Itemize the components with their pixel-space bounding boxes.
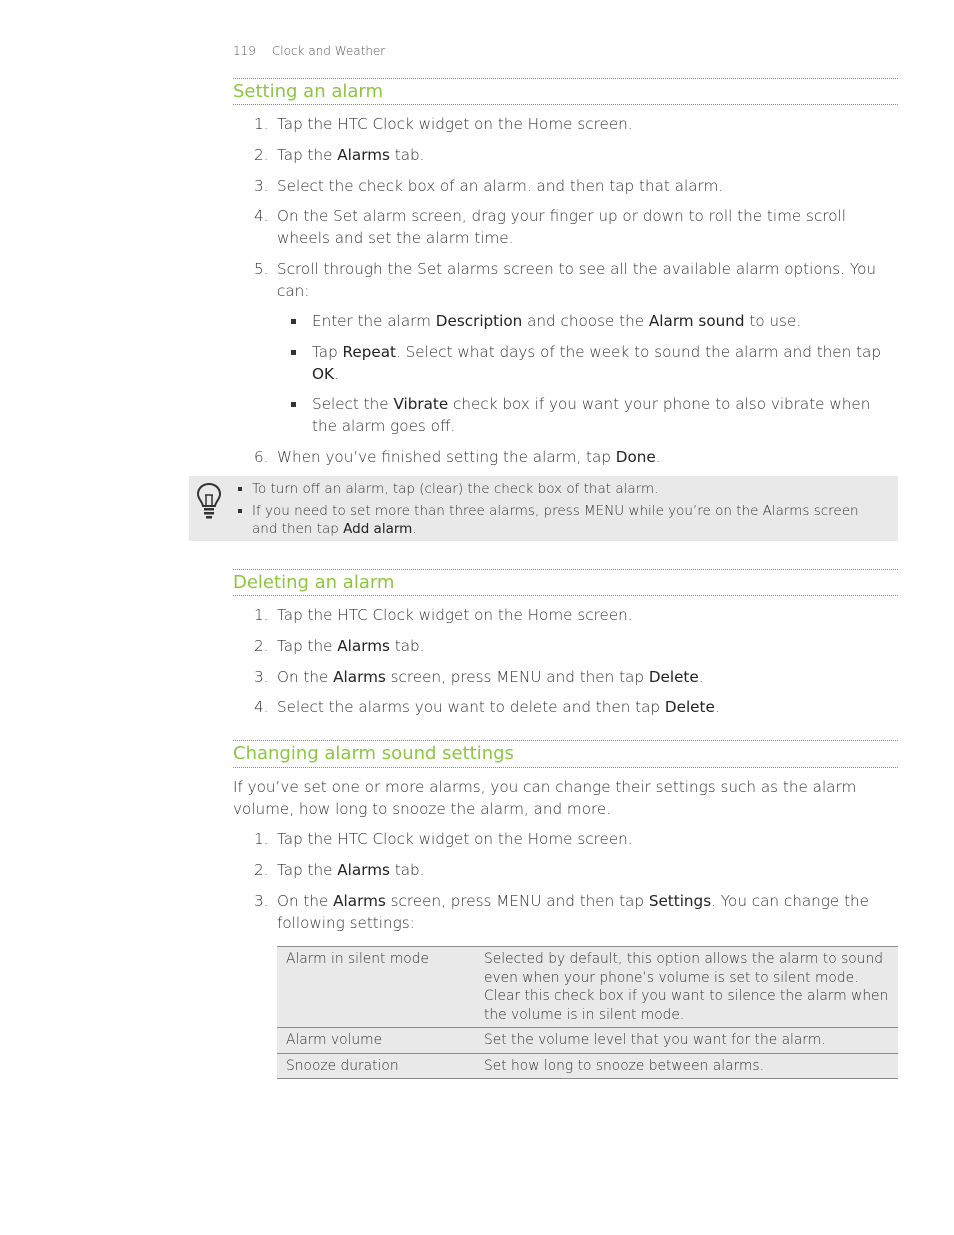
chapter-title: Clock and Weather (271, 44, 386, 58)
setting-description: Set the volume level that you want for the alarm. (475, 1028, 898, 1054)
section-title-changing-sound-settings: Changing alarm sound settings (233, 743, 514, 764)
list-item: 1. Tap the HTC Clock widget on the Home screen. (254, 606, 633, 624)
tip-item: To turn off an alarm, tap (clear) the check box of that alarm. (238, 480, 878, 498)
lightbulb-icon (195, 481, 223, 521)
section-rule-bottom (233, 595, 898, 596)
list-item: 1. Tap the HTC Clock widget on the Home screen. (254, 115, 633, 133)
running-header (233, 44, 385, 58)
setting-description: Selected by default, this option allows the alarm to sound even when your phone’s volume is set to silent mode. Clear this check box if you want to silence the alarm when the volume is in silent mode. (475, 947, 898, 1028)
list-item: 4. On the Set alarm screen, drag your finger up or down to roll the time scroll wheels and set the alarm time. (254, 207, 846, 247)
setting-name: Snooze duration (277, 1053, 475, 1079)
section-rule-top (233, 740, 898, 741)
list-item: 6. When you’ve finished setting the alarm, tap Done. (254, 448, 661, 466)
page-number: 119 (233, 44, 256, 58)
list-item: 3. On the Alarms screen, press MENU and then tap Delete. (254, 668, 704, 686)
list-item: 3. Select the check box of an alarm. and then tap that alarm. (254, 177, 724, 195)
list-item: 2. Tap the Alarms tab. (254, 861, 425, 879)
table-row (277, 1028, 898, 1054)
tip-item: If you need to set more than three alarms, press MENU while you’re on the Alarms screen and then tap Add alarm. (238, 502, 878, 538)
section-rule-bottom (233, 767, 898, 768)
section-title-setting-alarm: Setting an alarm (233, 81, 384, 102)
section-rule-top (233, 569, 898, 570)
settings-table (277, 946, 898, 1079)
setting-name: Alarm volume (277, 1028, 475, 1054)
bullet-item: Select the Vibrate check box if you want your phone to also vibrate when the alarm goes off. (290, 393, 890, 437)
bullet-item: Tap Repeat. Select what days of the week to sound the alarm and then tap OK. (290, 341, 890, 385)
list-item: 2. Tap the Alarms tab. (254, 637, 425, 655)
list-item: 5. Scroll through the Set alarms screen to see all the available alarm options. You can: (254, 260, 877, 300)
list-item: 1. Tap the HTC Clock widget on the Home screen. (254, 830, 633, 848)
bullet-item: Enter the alarm Description and choose the Alarm sound to use. (290, 310, 890, 332)
section-title-deleting-alarm: Deleting an alarm (233, 572, 395, 593)
setting-name: Alarm in silent mode (277, 947, 475, 1028)
setting-description: Set how long to snooze between alarms. (475, 1053, 898, 1079)
section-rule-top (233, 78, 898, 79)
section-intro: If you’ve set one or more alarms, you can change their settings such as the alarm volume, how long to snooze the alarm, and more. (233, 778, 857, 818)
tip-box (189, 476, 898, 541)
section-rule-bottom (233, 104, 898, 105)
list-item: 4. Select the alarms you want to delete and then tap Delete. (254, 698, 720, 716)
table-row (277, 1053, 898, 1079)
list-item: 3. On the Alarms screen, press MENU and then tap Settings. You can change the following settings: (254, 892, 869, 932)
table-row (277, 947, 898, 1028)
list-item: 2. Tap the Alarms tab. (254, 146, 425, 164)
